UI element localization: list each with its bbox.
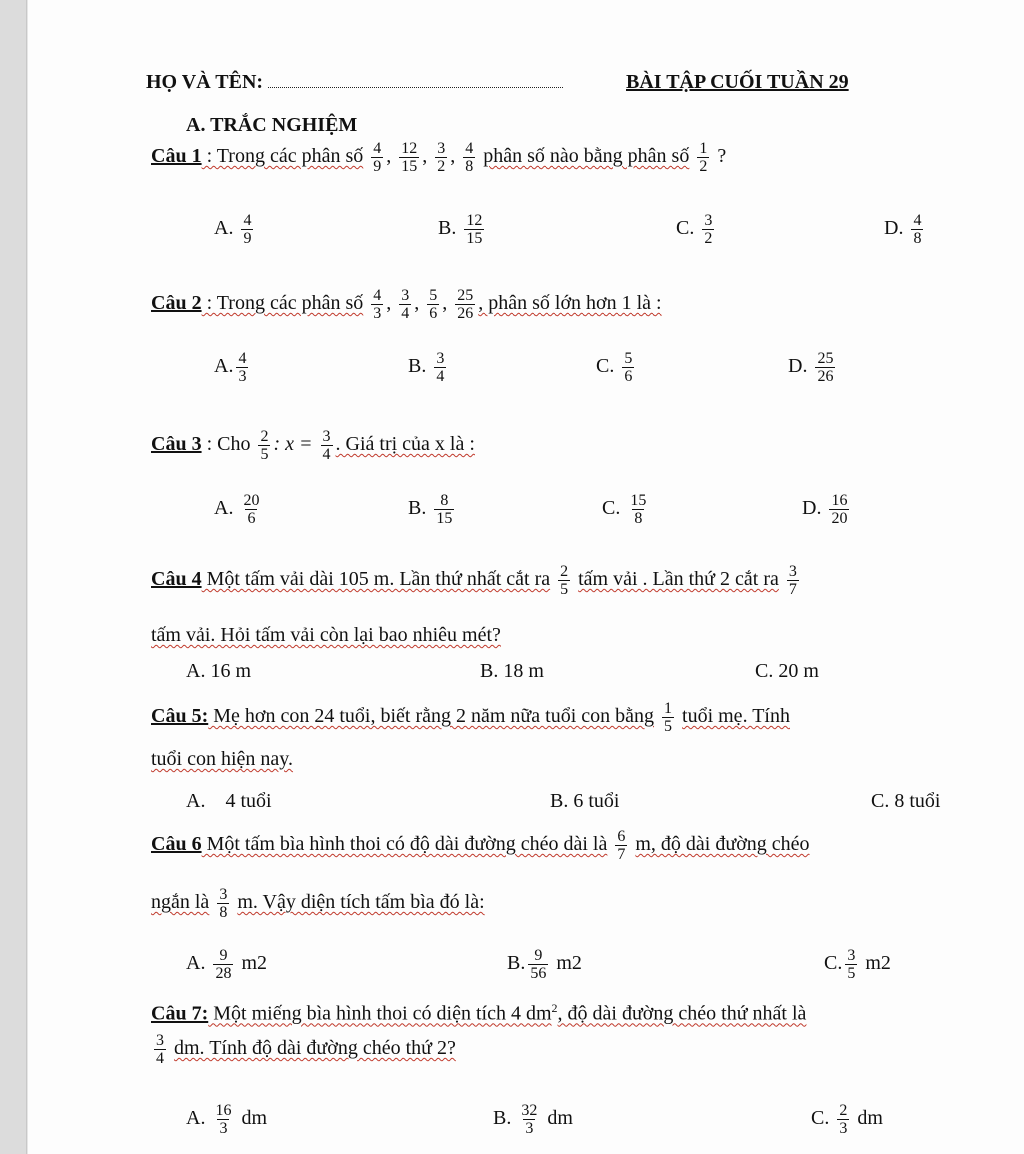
q1-mid-text: phân số nào bằng phân số xyxy=(483,145,690,168)
q6-option-a[interactable]: A. $\frac{9}{28}$ m2 xyxy=(186,947,268,982)
q6-line-2b: m. Vậy diện tích tấm bìa đó là: xyxy=(237,891,485,914)
q6-option-b[interactable]: B. $\frac{9}{56}$ m2 xyxy=(507,947,582,982)
q1-frac-3: $\frac{3}{2}$ xyxy=(437,140,446,175)
q4-option-b[interactable]: B. 18 m xyxy=(480,660,544,682)
document-page xyxy=(28,0,1024,1154)
question-5 xyxy=(151,700,790,735)
question-1: Câu 1 : Trong các phân số $\frac{4}{9}$ , $\frac{12}{15}$ , $\frac{3}{2}$ , $\frac{4}{8}$ phân số nào bằng phân số $\frac{1}{2}$ ? xyxy=(151,140,727,175)
q5-option-c[interactable]: C. 8 tuổi xyxy=(871,790,941,812)
q3-option-b[interactable]: B. $\frac{8}{15}$ xyxy=(408,492,453,527)
q4-option-c[interactable]: C. 20 m xyxy=(755,660,819,682)
q1-option-c[interactable]: C. $\frac{3}{2}$ xyxy=(676,212,713,247)
q7-text-2: , độ dài đường chéo thứ nhất là xyxy=(557,1002,807,1025)
question-6 xyxy=(151,828,810,863)
name-line xyxy=(146,70,563,94)
q4-frac-2: $\frac{3}{7}$ xyxy=(788,563,797,598)
q4-label: Câu 4 xyxy=(151,568,202,591)
question-7 xyxy=(151,996,806,1026)
question-2: Câu 2 : Trong các phân số $\frac{4}{3}$ , $\frac{3}{4}$ , $\frac{5}{6}$ , $\frac{25}{26}$ , phân số lớn hơn 1 là : xyxy=(151,287,662,322)
q6-text-1: Một tấm bìa hình thoi có độ dài đường chéo dài là xyxy=(201,833,608,856)
q6-option-c[interactable]: C. $\frac{3}{5}$ m2 xyxy=(824,947,891,982)
q3-end: . Giá trị của x là : xyxy=(335,433,475,456)
q2-label: Câu 2 xyxy=(151,292,202,315)
q5-text-1: Mẹ hơn con 24 tuổi, biết rằng 2 năm nữa tuổi con bằng xyxy=(208,705,655,728)
q4-text-1: Một tấm vải dài 105 m. Lần thứ nhất cắt ra xyxy=(201,568,551,591)
q1-frac-4: $\frac{4}{8}$ xyxy=(465,140,474,175)
q2-frac-3: $\frac{5}{6}$ xyxy=(429,287,438,322)
q6-frac-1: $\frac{6}{7}$ xyxy=(617,828,626,863)
q1-frac-2: $\frac{12}{15}$ xyxy=(401,140,418,175)
q5-option-a[interactable]: A. 4 tuổi xyxy=(186,790,272,812)
question-4 xyxy=(151,563,802,598)
q7-label: Câu 7: xyxy=(151,1002,209,1025)
q1-option-b[interactable]: B. $\frac{12}{15}$ xyxy=(438,212,483,247)
q4-frac-1: $\frac{2}{5}$ xyxy=(560,563,569,598)
q2-option-d[interactable]: D. $\frac{25}{26}$ xyxy=(788,350,834,385)
q3-frac-1: $\frac{2}{5}$ xyxy=(260,428,269,463)
q7-frac: $\frac{3}{4}$ xyxy=(156,1032,164,1067)
q7-text-1: Một miếng bìa hình thoi có diện tích 4 dm xyxy=(208,1002,552,1025)
q6-line-2a: ngắn là xyxy=(151,891,210,914)
q6-line-2 xyxy=(151,886,485,921)
q7-option-c[interactable]: C. $\frac{2}{3}$ dm xyxy=(811,1102,883,1137)
q6-text-2: m, độ dài đường chéo xyxy=(635,833,810,856)
question-3 xyxy=(151,428,475,463)
q2-option-a[interactable]: A. $\frac{4}{3}$ xyxy=(214,350,247,385)
q7-option-a[interactable]: A. $\frac{16}{3}$ dm xyxy=(186,1102,268,1137)
q1-label: Câu 1 xyxy=(151,145,202,168)
q4-text-2: tấm vải . Lần thứ 2 cắt ra xyxy=(578,568,779,591)
q1-option-a[interactable]: A. $\frac{4}{9}$ xyxy=(214,212,252,247)
q3-text: : Cho xyxy=(201,433,251,456)
name-blank xyxy=(268,71,563,88)
q6-frac-2: $\frac{3}{8}$ xyxy=(219,886,228,921)
q7-superscript: 2 xyxy=(551,1001,558,1015)
name-label: HỌ VÀ TÊN: xyxy=(146,71,264,93)
section-title: A. TRẮC NGHIỆM xyxy=(186,114,358,136)
q6-label: Câu 6 xyxy=(151,833,202,856)
q5-line-2: tuổi con hiện nay. xyxy=(151,748,294,770)
q2-text: : Trong các phân số xyxy=(201,292,364,315)
q3-operator: : x = xyxy=(273,433,313,456)
q7-line-2 xyxy=(151,1032,456,1067)
left-gutter xyxy=(0,0,27,1154)
q5-option-b[interactable]: B. 6 tuổi xyxy=(550,790,620,812)
q7-line-2-text: dm. Tính độ dài đường chéo thứ 2? xyxy=(174,1037,456,1060)
q2-option-b[interactable]: B. $\frac{3}{4}$ xyxy=(408,350,445,385)
q4-line-2: tấm vải. Hỏi tấm vải còn lại bao nhiêu mét? xyxy=(151,624,501,646)
q2-frac-4: $\frac{25}{26}$ xyxy=(457,287,474,322)
q5-frac: $\frac{1}{5}$ xyxy=(664,700,673,735)
q1-text: : Trong các phân số xyxy=(201,145,364,168)
q1-end: ? xyxy=(712,145,727,168)
worksheet-title: BÀI TẬP CUỐI TUẦN 29 xyxy=(626,71,849,93)
q5-label: Câu 5: xyxy=(151,705,209,728)
q1-target-frac: $\frac{1}{2}$ xyxy=(699,140,708,175)
q4-option-a[interactable]: A. 16 m xyxy=(186,660,251,682)
q3-option-d[interactable]: D. $\frac{16}{20}$ xyxy=(802,492,848,527)
q1-option-d[interactable]: D. $\frac{4}{8}$ xyxy=(884,212,922,247)
q3-option-a[interactable]: A. $\frac{20}{6}$ xyxy=(214,492,260,527)
q2-frac-1: $\frac{4}{3}$ xyxy=(373,287,382,322)
q1-frac-1: $\frac{4}{9}$ xyxy=(373,140,382,175)
q3-label: Câu 3 xyxy=(151,433,202,456)
q2-end: , phân số lớn hơn 1 là : xyxy=(478,292,662,315)
q2-option-c[interactable]: C. $\frac{5}{6}$ xyxy=(596,350,633,385)
q2-frac-2: $\frac{3}{4}$ xyxy=(401,287,410,322)
q7-option-b[interactable]: B. $\frac{32}{3}$ dm xyxy=(493,1102,573,1137)
q5-text-2: tuổi mẹ. Tính xyxy=(682,705,790,728)
q3-option-c[interactable]: C. $\frac{15}{8}$ xyxy=(602,492,647,527)
q3-frac-2: $\frac{3}{4}$ xyxy=(322,428,331,463)
